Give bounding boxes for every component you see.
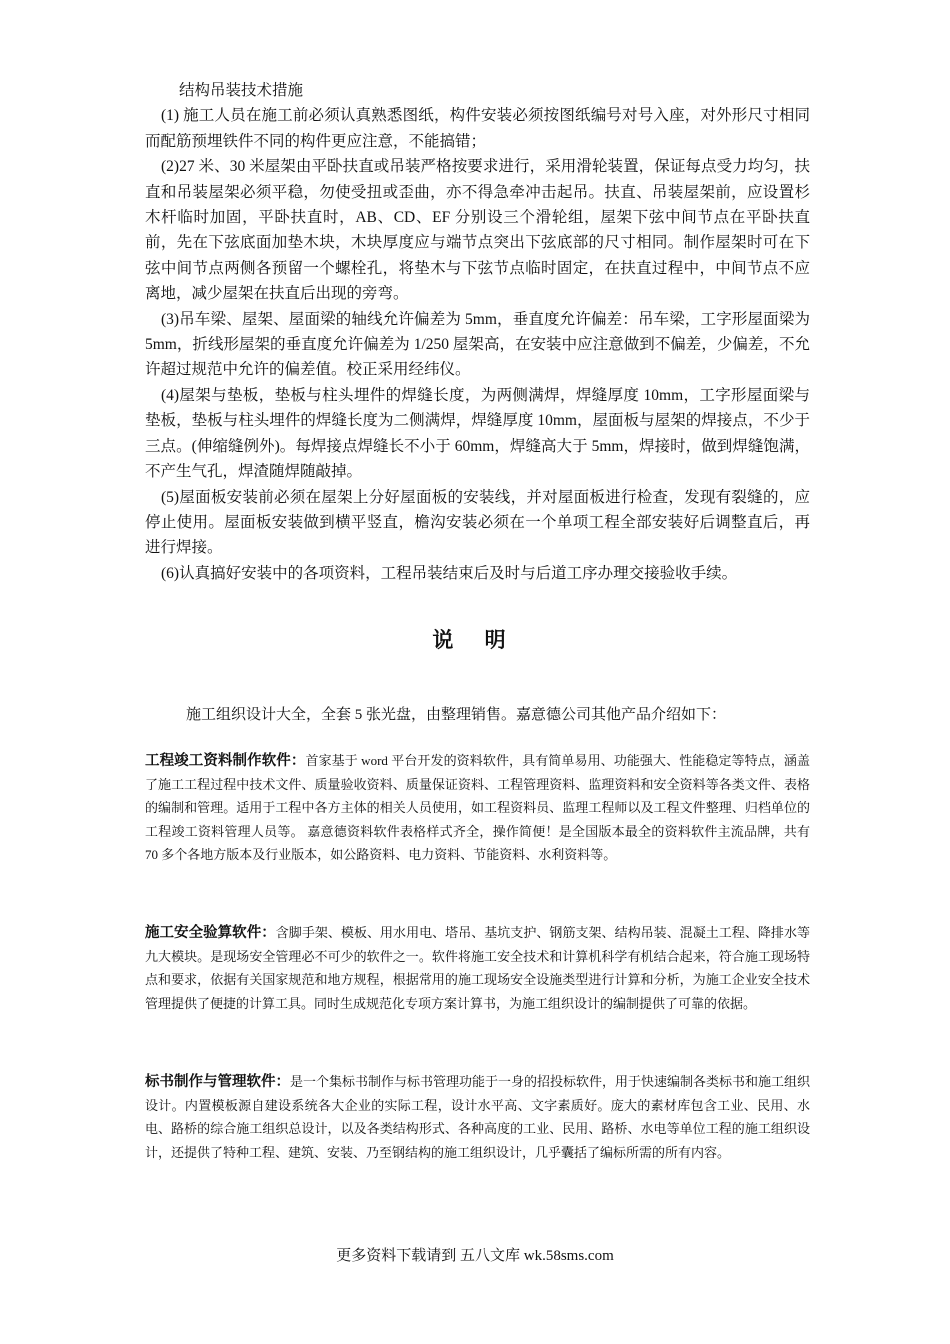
product-block	[145, 921, 810, 1015]
footer-download-link[interactable]: 更多资料下载请到 五八文库 wk.58sms.com	[336, 1248, 614, 1264]
section-heading: 结构吊装技术措施	[179, 82, 304, 99]
product-name: 工程竣工资料制作软件：	[145, 753, 306, 769]
product-name: 标书制作与管理软件：	[145, 1074, 290, 1090]
measure-item-4: (4)屋架与垫板，垫板与柱头埋件的焊缝长度，为两侧满焊，焊缝厚度 10mm，工字形屋面梁与垫板，垫板与柱头埋件的焊缝长度为二侧满焊，焊缝厚度 10mm，屋面板与屋架的焊接点，不少于三点。(伸缩缝例外)。每焊接点焊缝长不小于 60mm，焊缝高大于 5mm，焊接时，做到焊缝饱满，不产生气孔，焊渣随焊随敲掉。	[145, 386, 810, 481]
notice-intro: 施工组织设计大全，全套 5 张光盘，由整理销售。嘉意德公司其他产品介绍如下：	[186, 707, 727, 723]
product-description: 是一个集标书制作与标书管理功能于一身的招投标软件，用于快速编制各类标书和施工组织设计。内置模板源自建设系统各大企业的实际工程，设计水平高、文字素质好。庞大的素材库包含工业、民用、水电、路桥的综合施工组织总设计，以及各类结构形式、各种高度的工业、民用、路桥、水电等单位工程的施工组织设计，还提供了特种工程、建筑、安装、乃至钢结构的施工组织设计，几乎囊括了编标所需的所有内容。	[145, 1074, 811, 1160]
product-description: 首家基于 word 平台开发的资料软件，具有简单易用、功能强大、性能稳定等特点，涵盖了施工工程过程中技术文件、质量验收资料、质量保证资料、工程管理资料、监理资料和安全资料等各类文件、表格的编制和管理。适用于工程中各方主体的相关人员使用，如工程资料员、监理工程师以及工程文件整理、归档单位的工程竣工资料管理人员等。 嘉意德资料软件表格样式齐全，操作简便！是全国版本最全的资料软件主流品牌，共有 70 多个各地方版本及行业版本，如公路资料、电力资料、节能资料、水利资料等。	[145, 753, 811, 862]
measure-item-6: (6)认真搞好安装中的各项资料，工程吊装结束后及时与后道工序办理交接验收手续。	[161, 564, 738, 582]
measure-item-5: (5)屋面板安装前必须在屋架上分好屋面板的安装线，并对屋面板进行检查，发现有裂缝的，应停止使用。屋面板安装做到横平竖直，檐沟安装必须在一个单项工程全部安装好后调整直后，再进行焊接。	[145, 488, 810, 557]
hoisting-measures-section	[145, 78, 810, 586]
notice-title: 说 明	[432, 628, 518, 652]
product-description: 含脚手架、模板、用水用电、塔吊、基坑支护、钢筋支架、结构吊装、混凝土工程、降排水等九大模块。是现场安全管理必不可少的软件之一。软件将施工安全技术和计算机科学有机结合起来，符合施工现场特点和要求，依据有关国家规范和地方规程，根据常用的施工现场安全设施类型进行计算和分析，为施工企业安全技术管理提供了便捷的计算工具。同时生成规范化专项方案计算书，为施工组织设计的编制提供了可靠的依据。	[145, 925, 810, 1011]
measure-item-3: (3)吊车梁、屋架、屋面梁的轴线允许偏差为 5mm，垂直度允许偏差：吊车梁，工字形屋面梁为 5mm，折线形屋架的垂直度允许偏差为 1/250 屋架高，在安装中应注意做到不偏差，少偏差，不允许超过规范中允许的偏差值。校正采用经纬仪。	[145, 310, 810, 379]
product-name: 施工安全验算软件：	[145, 925, 276, 941]
product-block	[145, 749, 810, 866]
product-block	[145, 1070, 810, 1164]
measure-item-1: (1) 施工人员在施工前必须认真熟悉图纸，构件安装必须按图纸编号对号入座，对外形尺寸相同而配筋预埋铁件不同的构件更应注意，不能搞错；	[145, 107, 810, 150]
measure-item-2: (2)27 米、30 米屋架由平卧扶直或吊装严格按要求进行，采用滑轮装置，保证每点受力均匀，扶直和吊装屋架必须平稳，勿使受扭或歪曲，亦不得急牵冲击起吊。扶直、吊装屋架前，应设置杉木杆临时加固，平卧扶直时，AB、CD、EF 分别设三个滑轮组，屋架下弦中间节点在平卧扶直前，先在下弦底面加垫木块，木块厚度应与端节点突出下弦底部的尺寸相同。制作屋架时可在下弦中间节点两侧各预留一个螺栓孔，将垫木与下弦节点临时固定，在扶直过程中，中间节点不应离地，减少屋架在扶直后出现的旁弯。	[145, 158, 810, 303]
